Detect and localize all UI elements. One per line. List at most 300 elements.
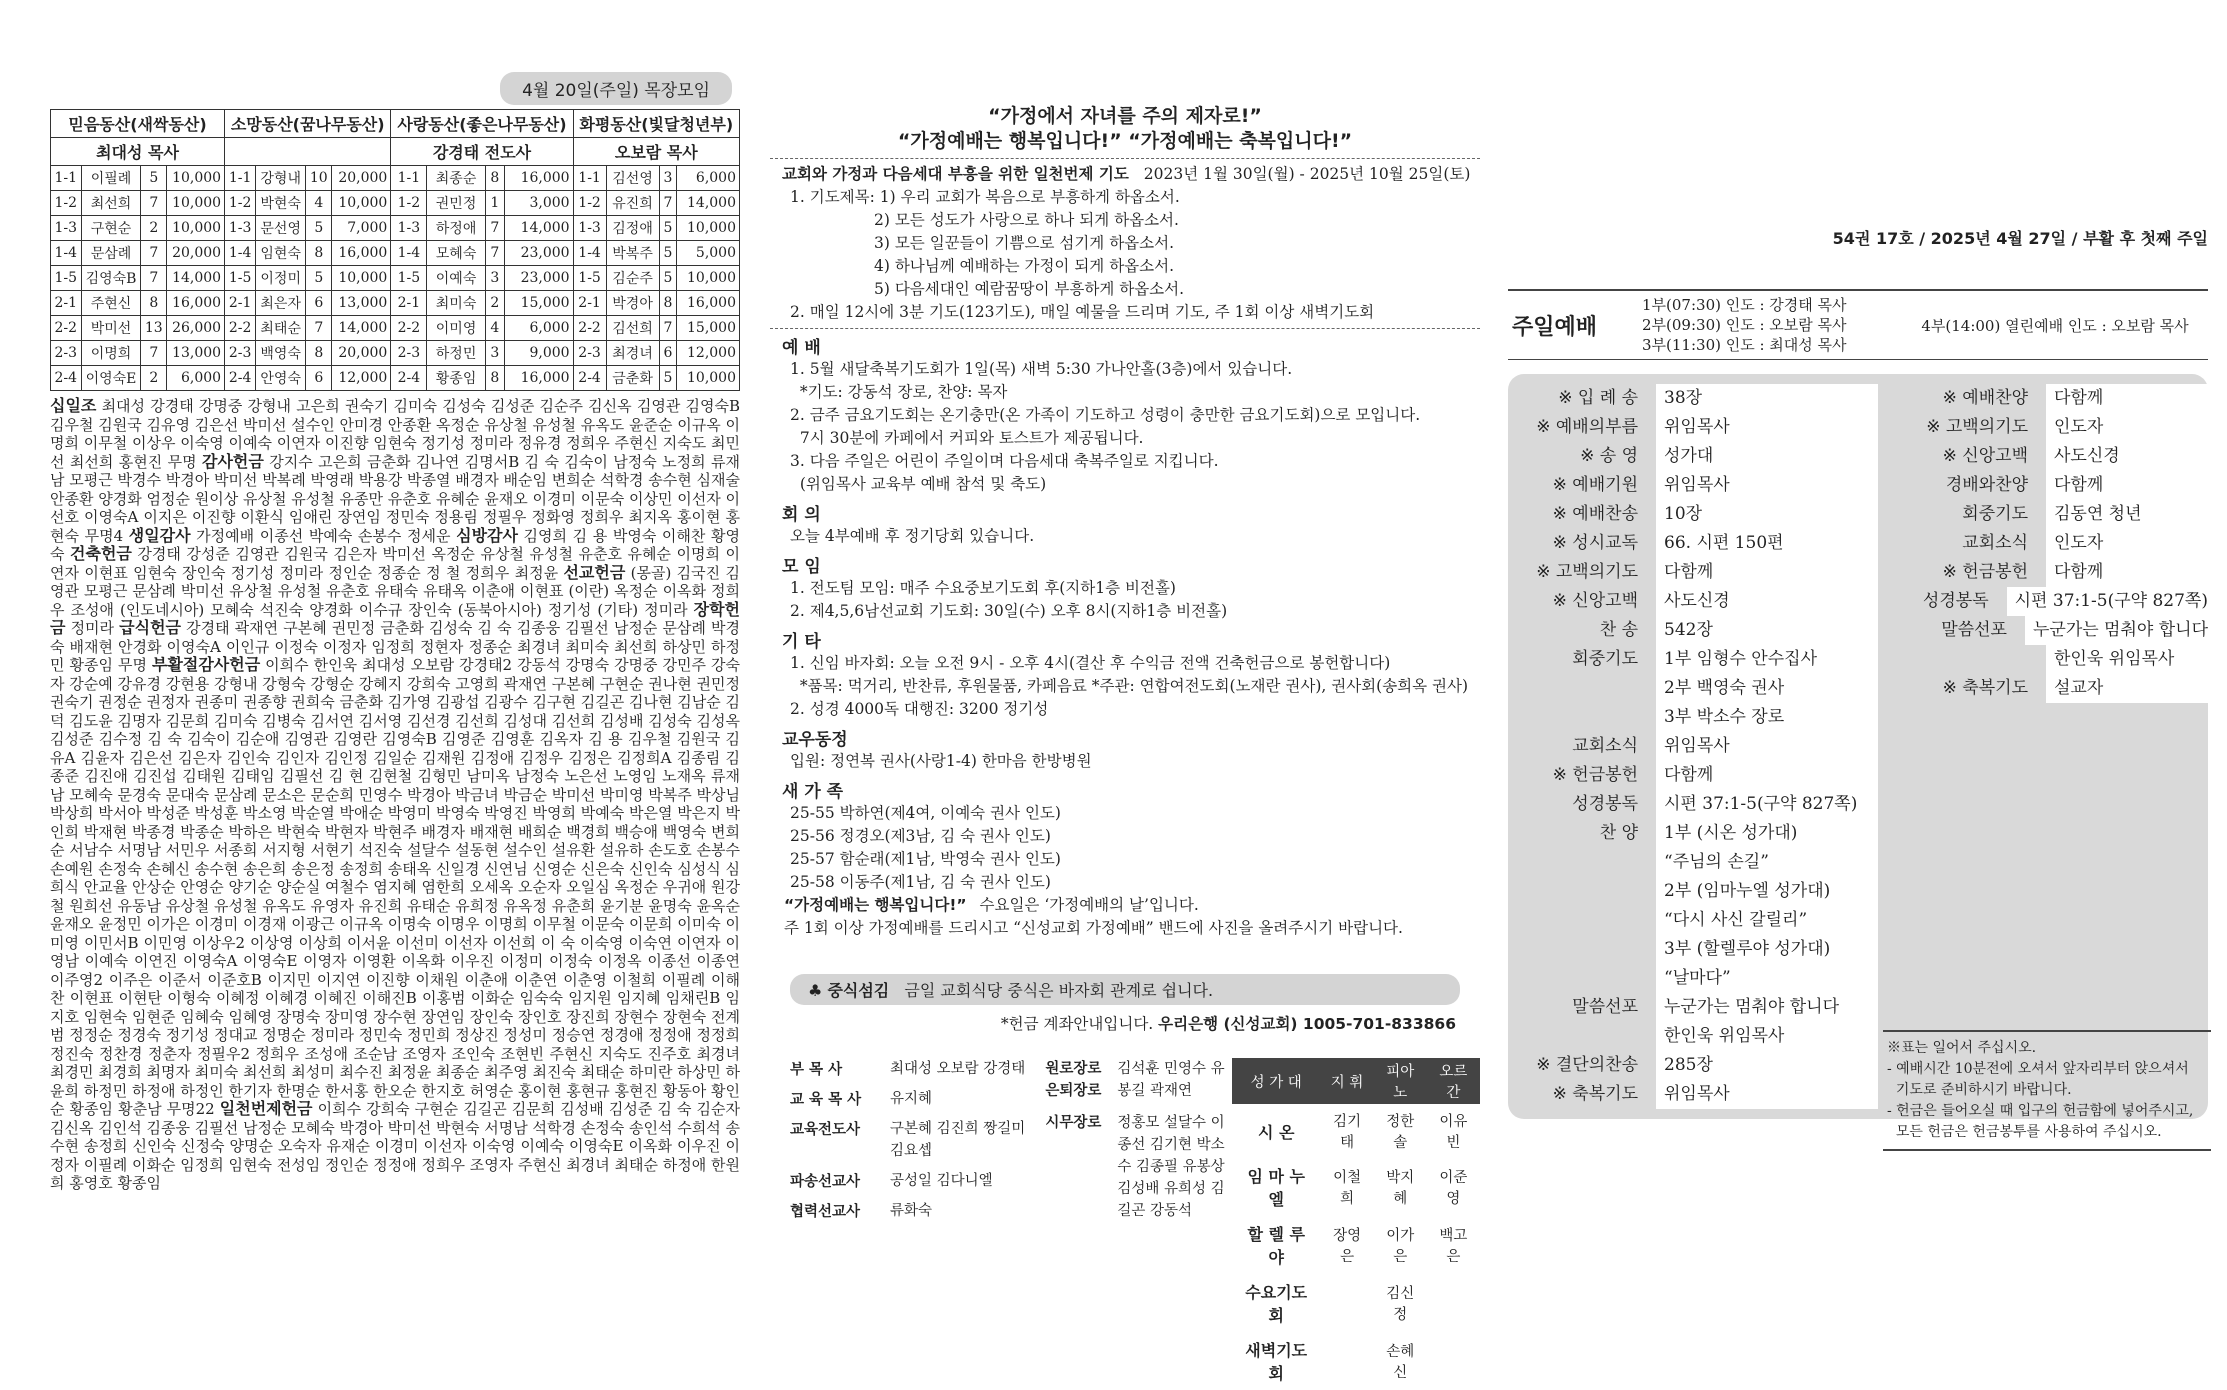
table-cell: 5 xyxy=(659,241,677,266)
staff-names: 류화숙 xyxy=(890,1203,933,1219)
table-cell: 1-5 xyxy=(225,266,256,291)
order-of-worship xyxy=(1508,374,2208,1119)
staff-list xyxy=(790,1058,1045,1390)
divider xyxy=(770,158,1480,159)
table-cell: 26,000 xyxy=(167,316,225,341)
order-label: 교회소식 xyxy=(1572,736,1638,756)
order-value: 위임목사 xyxy=(1656,1080,1878,1109)
group-meeting-date: 4월 20일(주일) 목장모임 xyxy=(500,72,732,105)
service-4: 4부(14:00) 열린예배 인도 : 오보람 목사 xyxy=(1921,316,2189,335)
order-value: 다함께 xyxy=(2046,558,2208,587)
group-name: 소망동산(꿈나무동산) xyxy=(225,110,391,138)
order-value: 성가대 xyxy=(1656,442,1878,471)
prayer-line: 5) 다음세대인 예람꿈땅이 부흥하게 하옵소서. xyxy=(874,280,1185,298)
order-value: 285장 xyxy=(1656,1051,1878,1080)
order-row xyxy=(1508,761,1878,790)
staff-role: 파송선교사 xyxy=(790,1174,861,1190)
order-value: 김동연 청년 xyxy=(2046,500,2208,529)
order-open-worship xyxy=(1898,384,2208,1109)
table-cell: 10,000 xyxy=(677,366,740,391)
table-cell: 15,000 xyxy=(677,316,740,341)
section-line: *품목: 먹거리, 반찬류, 후원물품, 카페음료 *주관: 연합여전도회(노재란 권사), 권사회(송희옥 권사) xyxy=(790,677,1469,695)
table-cell: 김순주 xyxy=(606,266,659,291)
table-cell: 1-1 xyxy=(51,166,82,191)
order-value: 시편 37:1-5(구약 827쪽) xyxy=(2007,587,2208,616)
order-label xyxy=(1508,935,1656,964)
table-cell: 1-3 xyxy=(391,216,427,241)
table-cell: 최경녀 xyxy=(606,341,659,366)
table-cell: 1-2 xyxy=(573,191,606,216)
order-value: 한인욱 위임목사 xyxy=(1656,1022,1878,1051)
table-cell: 1-3 xyxy=(225,216,256,241)
order-row xyxy=(1898,500,2208,529)
choir-row xyxy=(1232,1274,1480,1332)
table-cell: 9,000 xyxy=(505,341,574,366)
offering-names-text: 강경태 강성준 김영관 김원국 김은자 박미선 옥정순 유상철 유성철 유춘호 유혜순 이명희 이연자 이현표 임현숙 장인숙 정기성 정미라 정인순 정종순 정 철 정희우 최정윤 xyxy=(50,545,740,582)
order-row xyxy=(1898,558,2208,587)
order-row xyxy=(1508,790,1878,819)
order-label: 교회소식 xyxy=(1962,533,2028,553)
table-cell: 2-3 xyxy=(51,341,82,366)
offering-names-text: 강경태 곽재연 구본혜 권민정 금춘화 김성숙 김 숙 김종웅 김필선 남정순 문삼례 박경숙 배재현 안경화 이영숙A 이인규 이정숙 이정자 임정희 정현자 정종순 최경녀 최미숙 최선희 하상민 하정민 황종임 무명 xyxy=(50,619,740,674)
order-value: 시편 37:1-5(구약 827쪽) xyxy=(1656,790,1878,819)
table-cell: 이명희 xyxy=(81,341,141,366)
table-cell: 7 xyxy=(659,316,677,341)
table-cell: 1-1 xyxy=(225,166,256,191)
table-cell: 하정애 xyxy=(427,216,485,241)
order-row xyxy=(1508,906,1878,935)
elder-row xyxy=(1045,1058,1232,1102)
table-cell: 1-4 xyxy=(573,241,606,266)
table-cell: 10,000 xyxy=(677,266,740,291)
choir-cell xyxy=(1321,1274,1374,1332)
table-cell: 20,000 xyxy=(332,166,391,191)
table-cell: 16,000 xyxy=(677,291,740,316)
order-row xyxy=(1898,471,2208,500)
table-cell: 이미영 xyxy=(427,316,485,341)
table-row xyxy=(51,266,740,291)
order-row xyxy=(1898,442,2208,471)
staff-role: 교육전도사 xyxy=(790,1122,861,1138)
section-title: 기 타 xyxy=(782,632,821,652)
staff-role: 부 목 사 xyxy=(790,1062,843,1078)
table-cell: 1 xyxy=(485,191,504,216)
offering-title: 장학헌금 xyxy=(50,599,740,637)
section-line: 7시 30분에 카페에서 커피와 토스트가 제공됩니다. xyxy=(790,429,1144,447)
staff-names: 유지혜 xyxy=(890,1091,933,1107)
headline-1: “가정에서 자녀를 주의 제자로!” xyxy=(988,105,1262,127)
table-cell: 1-2 xyxy=(51,191,82,216)
table-cell: 주현신 xyxy=(81,291,141,316)
order-row xyxy=(1898,587,2208,616)
order-value: 다함께 xyxy=(2046,471,2208,500)
choir-header-row xyxy=(1232,1058,1480,1104)
prayer-title-line xyxy=(770,163,1480,186)
order-row xyxy=(1898,529,2208,558)
elder-names: 김석훈 민영수 유봉길 곽재연 xyxy=(1117,1061,1225,1099)
section-line: 3. 다음 주일은 어린이 주일이며 다음세대 축복주일로 지킵니다. xyxy=(790,452,1219,470)
group-offering-table xyxy=(50,109,740,391)
table-cell: 1-5 xyxy=(391,266,427,291)
table-cell: 10,000 xyxy=(167,216,225,241)
order-label xyxy=(1508,877,1656,906)
table-cell: 박미선 xyxy=(81,316,141,341)
choir-cell: 이가은 xyxy=(1386,1228,1415,1265)
offering-names-text: 최대성 강경태 강명중 강형내 고은희 권숙기 김미숙 김성숙 김성준 김순주 김신옥 김영관 김영숙B 김우철 김원국 김유영 김은선 박미선 설수인 안미경 안종환 옥정순 유상철 유성철 유옥도 윤준순 이규옥 이명희 이무철 이상우 이숙영 이예숙 이연자 이진향 임현숙 정기성 정미라 정유경 정희우 주현신 지숙도 최민선 최선희 홍현진 무명 xyxy=(50,397,740,471)
section-title: 예 배 xyxy=(782,338,821,358)
table-cell: 모혜숙 xyxy=(427,241,485,266)
table-cell: 5 xyxy=(306,266,332,291)
order-label xyxy=(1508,848,1656,877)
table-cell: 8 xyxy=(141,291,167,316)
staff-role: 협력선교사 xyxy=(790,1204,861,1220)
table-cell: 김정애 xyxy=(606,216,659,241)
group-leader: 오보람 목사 xyxy=(573,138,739,166)
staff-names: 구본혜 김진희 짱길미 김요셉 xyxy=(890,1121,1026,1159)
group-name: 사랑동산(좋은나무동산) xyxy=(391,110,573,138)
section-line: 1. 신임 바자회: 오늘 오전 9시 - 오후 4시(결산 후 수익금 전액 건축헌금으로 봉헌합니다) xyxy=(790,654,1391,672)
table-cell: 14,000 xyxy=(677,191,740,216)
order-row xyxy=(1508,674,1878,703)
table-cell: 권민정 xyxy=(427,191,485,216)
family-worship xyxy=(770,894,1480,917)
table-cell: 강형내 xyxy=(256,166,306,191)
table-cell: 7 xyxy=(141,341,167,366)
order-row xyxy=(1508,529,1878,558)
choir-cell xyxy=(1427,1274,1480,1332)
table-cell: 3,000 xyxy=(505,191,574,216)
table-row xyxy=(51,241,740,266)
table-cell: 5 xyxy=(659,366,677,391)
offering-title: 십일조 xyxy=(50,396,97,415)
table-cell: 16,000 xyxy=(332,241,391,266)
section-line: 2. 금주 금요기도회는 온기충만(온 가족이 기도하고 성령이 충만한 금요기도회)으로 모입니다. xyxy=(790,406,1421,424)
section-line: 25-58 이동주(제1남, 김 숙 권사 인도) xyxy=(790,873,1051,891)
order-value: 누군가는 멈춰야 합니다 xyxy=(2025,616,2208,645)
table-cell: 금춘화 xyxy=(606,366,659,391)
table-cell: 20,000 xyxy=(167,241,225,266)
order-value: 2부 백영숙 권사 xyxy=(1656,674,1878,703)
order-label xyxy=(1508,906,1656,935)
order-label xyxy=(1508,1022,1656,1051)
table-cell: 이정미 xyxy=(256,266,306,291)
account-prefix: *헌금 계좌안내입니다. xyxy=(1000,1015,1154,1033)
table-cell: 6,000 xyxy=(505,316,574,341)
table-cell: 김선영 xyxy=(606,166,659,191)
choir-cell: 손혜신 xyxy=(1386,1344,1415,1381)
table-cell: 5 xyxy=(659,266,677,291)
order-value: “다시 사신 갈릴리” xyxy=(1656,906,1878,935)
order-value: 위임목사 xyxy=(1656,413,1878,442)
table-cell: 10,000 xyxy=(332,191,391,216)
table-cell: 5 xyxy=(306,216,332,241)
staff-names: 최대성 오보람 강경태 xyxy=(890,1061,1026,1077)
table-cell: 1-4 xyxy=(51,241,82,266)
table-cell: 1-2 xyxy=(225,191,256,216)
table-cell: 8 xyxy=(485,166,504,191)
table-cell: 최선희 xyxy=(81,191,141,216)
group-name: 화평동산(빛달청년부) xyxy=(573,110,739,138)
table-cell: 1-4 xyxy=(391,241,427,266)
order-label xyxy=(1508,964,1656,993)
order-value: 38장 xyxy=(1656,384,1878,413)
table-cell: 2-1 xyxy=(573,291,606,316)
table-cell: 2-4 xyxy=(573,366,606,391)
offering-names-text: 이희수 한인욱 최대성 오보람 강경태2 강동석 강명숙 강명중 강민주 강숙자 강순예 강유경 강현용 강형내 강형숙 강형순 강혜지 강희숙 고영희 곽재연 구본혜 구현순 권나현 권민정 권숙기 권정순 권정자 권종미 권종향 권희숙 금춘화 김가영 김광섭 김광수 김구현 김길곤 김나현 김남순 김 덕 김도윤 김명자 김문희 김미숙 김병숙 김서연 김서영 김선경 김선희 김성대 김선희 김성배 김성숙 김성옥 김성준 김수정 김 숙 김숙이 김순애 김영관 김영란 김영숙B 김영준 김영훈 김옥자 김 용 김우철 김원국 김유A 김윤자 김은선 김은자 김인숙 김인자 김인정 김일순 김재원 김정애 김정우 김정은 김정희A 김종림 김종준 김진애 김진섭 김태원 김태임 김필선 김 현 김현철 김형민 남미옥 남정숙 노은선 노영임 노재옥 류재남 모혜숙 문경숙 문대숙 문삼례 문소은 문순희 민영수 박경아 박금녀 박금순 박미선 박미영 박복주 박상님 박상희 박서아 박성준 박성훈 박소영 박순열 박애순 박영미 박영숙 박영진 박영희 박예숙 박은열 박은지 박인희 박재현 박종경 박종순 박하은 박현숙 박현자 박현주 배경자 배재현 배희순 백경희 백승애 백영숙 변희순 서남수 서명남 서민우 서종희 서지형 서현기 석진숙 설달수 설동현 설수인 설유환 설유하 손도호 손봉수 손예원 손정숙 손혜신 송수현 송은희 송은정 송정희 송태옥 신일경 신연님 신영순 신은숙 신인숙 심성식 심희식 안교율 안상순 안영순 양기순 양순실 여철수 염지혜 염한희 오세옥 오순자 오일심 옥정순 우귀애 원강철 원희선 유동남 유상철 유성철 유옥도 유영자 유진희 유태순 유희정 유옥정 유춘희 윤기분 윤명숙 윤옥순 윤재오 윤정민 이가은 이경미 이경재 이광근 이규옥 이명숙 이명우 이명희 이무철 이문숙 이문희 이미숙 이미영 이민서B 이민영 이상우2 이상영 이상희 이서윤 이선미 이선자 이선희 이 숙 이숙영 이숙연 이연자 이영남 이예숙 이연진 이영숙A 이영숙E 이영자 이영환 이옥화 이우진 이정미 이정숙 이정옥 이종선 이종연 이주영2 이주은 이준서 이준호B 이지민 이지연 이진향 이채원 이춘애 이춘연 이춘영 이철희 이필례 이해찬 이현표 이현탄 이형숙 이혜정 이혜경 이혜진 이해진B 이홍범 이화순 임숙숙 임지원 임지혜 임채린B 임지호 임현숙 임현준 임혜숙 임혜영 장명숙 장미영 장수현 장연임 장인숙 장인호 장진희 장현수 장현숙 전계범 정정순 정경숙 정기성 정대교 정명순 정미라 정민숙 정민희 정상진 정성미 정승연 정경애 정정애 정정희 정진숙 정찬경 정춘자 정필우2 정희우 조성애 조순남 조영자 조인숙 조현빈 주현신 지숙도 진주호 최경녀 최경민 최경희 최명자 최미숙 최선희 최성미 최수진 최정윤 최종순 최주영 최진숙 최태순 하미란 하상민 하윤희 하정민 하정애 하정인 한기자 한명순 한서홍 한오순 한지호 허영순 홍이현 홍현규 홍현진 황동아 황인순 황종임 황춘남 무명22 xyxy=(50,656,741,1118)
table-row xyxy=(51,366,740,391)
order-label: ※ 예배찬송 xyxy=(1552,504,1638,524)
order-row xyxy=(1898,413,2208,442)
prayer-period: 2023년 1월 30일(월) - 2025년 10월 25일(토) xyxy=(1143,165,1471,183)
staff-role: 교 육 목 사 xyxy=(790,1092,862,1108)
order-label: ※ 고백의기도 xyxy=(1536,562,1638,582)
table-cell: 2-1 xyxy=(225,291,256,316)
choir-cell: 이준영 xyxy=(1439,1170,1468,1207)
order-label: 성경봉독 xyxy=(1922,591,1989,611)
offering-title: 일천번제헌금 xyxy=(219,1099,313,1118)
order-row xyxy=(1508,703,1878,732)
group-leader: 강경태 전도사 xyxy=(391,138,573,166)
service-item: 2부(09:30) 인도 : 오보람 목사 xyxy=(1642,316,1847,334)
order-row xyxy=(1508,964,1878,993)
clover-icon: ♣ xyxy=(808,981,823,1000)
table-cell: 황종임 xyxy=(427,366,485,391)
elder-role: 시무장로 xyxy=(1045,1115,1102,1131)
table-cell: 14,000 xyxy=(167,266,225,291)
table-cell: 10,000 xyxy=(677,216,740,241)
table-cell: 6,000 xyxy=(167,366,225,391)
table-cell: 7 xyxy=(306,316,332,341)
order-value: “날마다” xyxy=(1656,964,1878,993)
order-label: ※ 헌금봉헌 xyxy=(1942,562,2028,582)
table-cell: 7 xyxy=(141,191,167,216)
order-row xyxy=(1898,384,2208,413)
offering-title: 선교헌금 xyxy=(563,562,626,582)
order-value: 3부 박소수 장로 xyxy=(1656,703,1878,732)
order-value: 사도신경 xyxy=(2046,442,2208,471)
order-value: 10장 xyxy=(1656,500,1878,529)
order-row xyxy=(1508,848,1878,877)
table-cell: 구현순 xyxy=(81,216,141,241)
table-cell: 2-3 xyxy=(225,341,256,366)
lunch-text: 금일 교회식당 중식은 바자회 관계로 쉽니다. xyxy=(904,981,1214,1000)
account-number: 우리은행 (신성교회) 1005-701-833866 xyxy=(1158,1015,1456,1033)
table-cell: 2-3 xyxy=(391,341,427,366)
order-label: ※ 축복기도 xyxy=(1942,678,2028,698)
table-cell: 10,000 xyxy=(167,191,225,216)
table-cell: 3 xyxy=(659,166,677,191)
table-cell: 1-3 xyxy=(51,216,82,241)
choir-header: 피아노 xyxy=(1374,1058,1427,1104)
prayer-lines xyxy=(770,186,1480,324)
order-label: ※ 축복기도 xyxy=(1552,1084,1638,1104)
table-row xyxy=(51,216,740,241)
order-label: 회중기도 xyxy=(1572,649,1638,669)
service-list xyxy=(1642,291,1902,359)
table-cell: 8 xyxy=(306,341,332,366)
table-cell: 최태순 xyxy=(256,316,306,341)
choir-cell: 김기태 xyxy=(1333,1114,1362,1151)
staff-row xyxy=(790,1118,1045,1162)
order-label: ※ 예배의부름 xyxy=(1536,417,1638,437)
table-cell: 2-1 xyxy=(51,291,82,316)
order-label: 경배와찬양 xyxy=(1945,475,2028,495)
choir-cell: 정한솔 xyxy=(1386,1114,1415,1151)
offering-title: 생일감사 xyxy=(128,525,191,545)
table-cell: 12,000 xyxy=(677,341,740,366)
section-line: 1. 전도팀 모임: 매주 수요중보기도회 후(지하1층 비전홀) xyxy=(790,579,1176,597)
table-cell: 유진희 xyxy=(606,191,659,216)
order-row xyxy=(1508,645,1878,674)
order-value: 설교자 xyxy=(2046,674,2208,703)
table-cell: 23,000 xyxy=(505,241,574,266)
order-row xyxy=(1508,500,1878,529)
elder-role: 원로장로 은퇴장로 xyxy=(1045,1061,1102,1099)
staff-row xyxy=(790,1088,1045,1110)
table-cell: 2-2 xyxy=(225,316,256,341)
divider xyxy=(770,328,1480,329)
table-cell: 13 xyxy=(141,316,167,341)
middle-column xyxy=(770,0,1480,1390)
table-cell: 김영숙B xyxy=(81,266,141,291)
staff-row xyxy=(790,1170,1045,1192)
choir-cell: 김신정 xyxy=(1386,1286,1415,1323)
order-value: 인도자 xyxy=(2046,413,2208,442)
order-label xyxy=(1508,703,1656,732)
order-value: 다함께 xyxy=(1656,761,1878,790)
table-cell: 박경아 xyxy=(606,291,659,316)
order-row xyxy=(1508,993,1878,1022)
offering-title: 감사헌금 xyxy=(202,451,264,471)
order-label: ※ 헌금봉헌 xyxy=(1552,765,1638,785)
order-value: 다함께 xyxy=(1656,558,1878,587)
order-row xyxy=(1508,471,1878,500)
table-cell: 4 xyxy=(306,191,332,216)
prayer-line: 3) 모든 일꾼들이 기쁨으로 섬기게 하옵소서. xyxy=(874,234,1175,252)
section-line: 25-55 박하연(제4여, 이예숙 권사 인도) xyxy=(790,804,1061,822)
service-item: 1부(07:30) 인도 : 강경태 목사 xyxy=(1642,296,1847,314)
order-label: 찬 양 xyxy=(1599,823,1638,843)
table-cell: 13,000 xyxy=(167,341,225,366)
order-row xyxy=(1508,587,1878,616)
order-label: ※ 입 례 송 xyxy=(1558,388,1638,408)
table-row xyxy=(51,166,740,191)
table-cell: 2-4 xyxy=(51,366,82,391)
offering-title: 부활절감사헌금 xyxy=(151,655,261,674)
order-row xyxy=(1508,442,1878,471)
section-line: 25-56 정경오(제3남, 김 숙 권사 인도) xyxy=(790,827,1051,845)
table-cell: 16,000 xyxy=(505,166,574,191)
table-cell: 2-1 xyxy=(391,291,427,316)
table-cell: 1-4 xyxy=(225,241,256,266)
choir-cell: 이유빈 xyxy=(1439,1114,1468,1151)
offering-names-text: 가정예배 이종선 박예숙 손봉수 정세운 xyxy=(190,526,457,545)
table-cell: 7 xyxy=(659,191,677,216)
group-name: 믿음동산(새싹동산) xyxy=(51,110,225,138)
table-cell: 13,000 xyxy=(332,291,391,316)
table-cell: 6 xyxy=(659,341,677,366)
table-cell: 7 xyxy=(485,241,504,266)
order-value: “주님의 손길” xyxy=(1656,848,1878,877)
table-cell: 이필례 xyxy=(81,166,141,191)
choir-cell: 수요기도회 xyxy=(1245,1283,1308,1325)
table-cell: 7 xyxy=(141,266,167,291)
table-cell: 문선영 xyxy=(256,216,306,241)
table-cell: 백영숙 xyxy=(256,341,306,366)
offering-title: 건축헌금 xyxy=(70,544,132,563)
table-row xyxy=(51,191,740,216)
order-label: 회중기도 xyxy=(1962,504,2028,524)
table-cell: 1-5 xyxy=(51,266,82,291)
section-title: 회 의 xyxy=(782,505,821,525)
table-cell: 하정민 xyxy=(427,341,485,366)
choir-cell: 박지혜 xyxy=(1386,1170,1415,1207)
offering-names-text: 정미라 xyxy=(65,619,120,637)
table-row xyxy=(51,291,740,316)
offering-names-text: 이희수 강희숙 구현순 김길곤 김문희 김성배 김성준 김 숙 김순자 김신옥 김인석 김종웅 김필선 남정순 모혜숙 박경아 박미선 박현숙 서명남 석학경 손정숙 송인석 수희석 송수현 송정희 신인숙 신정숙 양명순 오숙자 유재순 이경미 이선자 이숙영 이예숙 이영숙E 이옥화 이우진 이정자 이필례 이화순 임정희 임현숙 전성임 정인순 정정애 정희우 조영자 주현신 최경녀 최태순 하정애 한원희 홍영호 황종임 xyxy=(50,1100,740,1192)
choir-header: 오르간 xyxy=(1427,1058,1480,1104)
offering-title: 급식헌금 xyxy=(119,618,181,637)
order-label: ※ 신앙고백 xyxy=(1942,446,2028,466)
order-value: 542장 xyxy=(1656,616,1878,645)
table-cell: 김선희 xyxy=(606,316,659,341)
order-row xyxy=(1898,616,2208,645)
order-label: ※ 예배기원 xyxy=(1552,475,1638,495)
choir-row xyxy=(1232,1104,1480,1158)
group-leader: 최대성 목사 xyxy=(51,138,225,166)
order-value: 1부 (시온 성가대) xyxy=(1656,819,1878,848)
order-row xyxy=(1508,1051,1878,1080)
table-row xyxy=(51,341,740,366)
table-cell: 최종순 xyxy=(427,166,485,191)
section-line: 1. 5월 새달축복기도회가 1일(목) 새벽 5:30 가나안홀(3층)에서 있습니다. xyxy=(790,360,1293,378)
choir-header: 지 휘 xyxy=(1321,1058,1374,1104)
table-cell: 1-2 xyxy=(391,191,427,216)
table-cell: 2-2 xyxy=(573,316,606,341)
choir-table xyxy=(1232,1058,1480,1390)
order-label: ※ 송 영 xyxy=(1580,446,1638,466)
order-row xyxy=(1508,819,1878,848)
table-cell: 문삼례 xyxy=(81,241,141,266)
table-cell: 5 xyxy=(141,166,167,191)
order-value: 다함께 xyxy=(2046,384,2208,413)
table-cell: 이예숙 xyxy=(427,266,485,291)
staff-row xyxy=(790,1200,1045,1222)
order-row xyxy=(1508,384,1878,413)
order-value: 위임목사 xyxy=(1656,732,1878,761)
table-cell: 6,000 xyxy=(677,166,740,191)
staff-section xyxy=(790,1058,1480,1390)
table-cell: 7,000 xyxy=(332,216,391,241)
prayer-title: 교회와 가정과 다음세대 부흥을 위한 일천번제 기도 xyxy=(782,165,1129,183)
order-value: 사도신경 xyxy=(1656,587,1878,616)
table-cell: 10,000 xyxy=(167,166,225,191)
order-value: 누군가는 멈춰야 합니다 xyxy=(1656,993,1878,1022)
service-item: 3부(11:30) 인도 : 최대성 목사 xyxy=(1642,336,1847,354)
table-cell: 5,000 xyxy=(677,241,740,266)
choir-cell: 할 렐 루 야 xyxy=(1247,1225,1305,1267)
table-cell: 임현숙 xyxy=(256,241,306,266)
choir-cell: 시 온 xyxy=(1257,1122,1295,1142)
order-row xyxy=(1898,645,2208,674)
group-leader xyxy=(225,138,391,166)
order-label: ※ 예배찬양 xyxy=(1942,388,2028,408)
order-label: 성경봉독 xyxy=(1572,794,1638,814)
order-row xyxy=(1508,1080,1878,1109)
headline-2: “가정예배는 행복입니다!” “가정예배는 축복입니다!” xyxy=(897,130,1353,152)
table-cell: 7 xyxy=(141,241,167,266)
choir-row xyxy=(1232,1332,1480,1390)
